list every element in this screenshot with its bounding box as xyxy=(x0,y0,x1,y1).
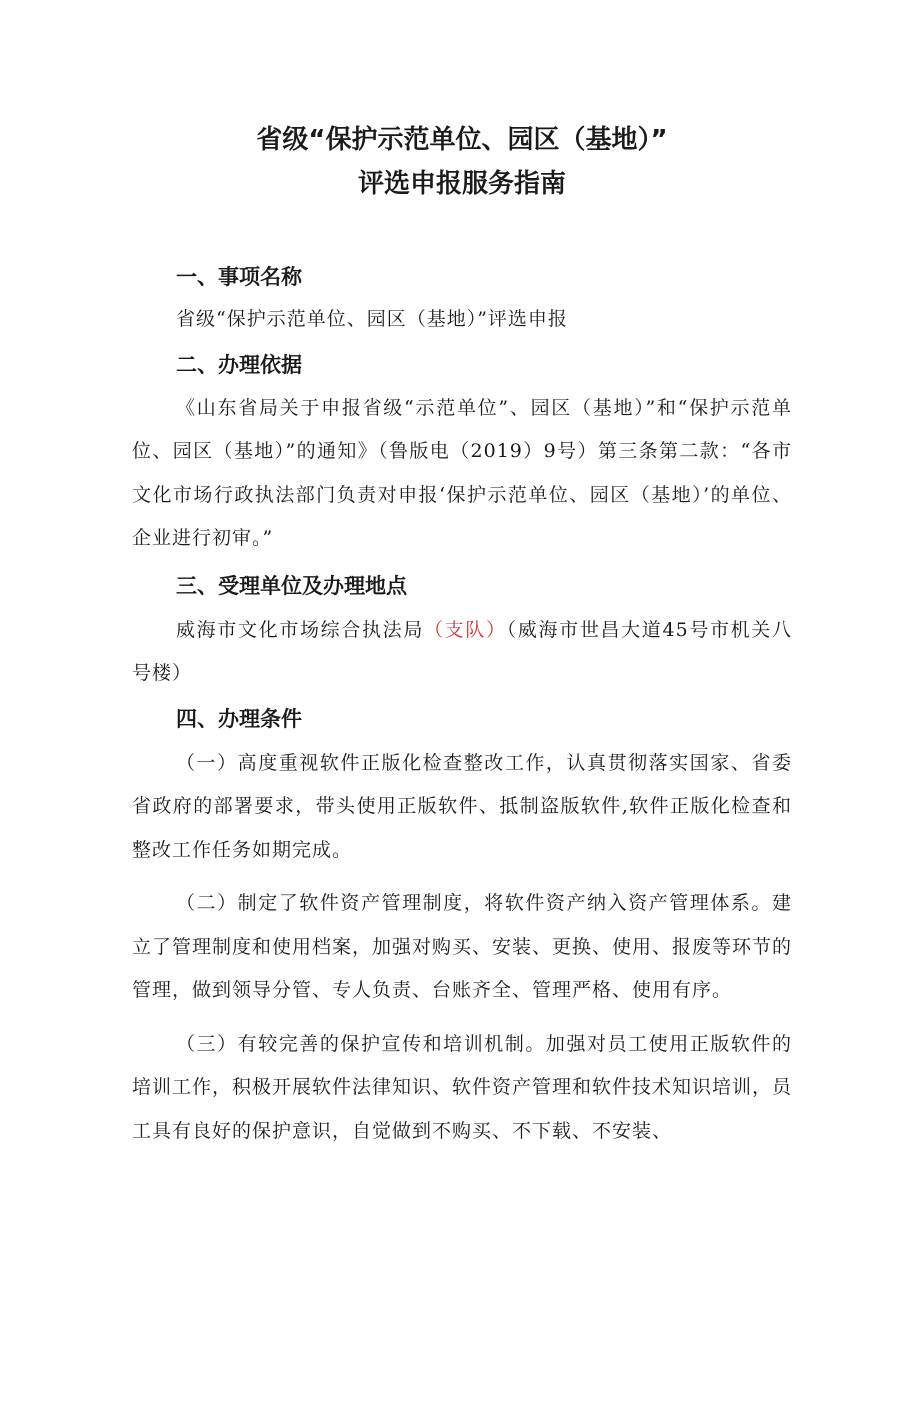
document-title-line-1: 省级“保护示范单位、园区（基地）” xyxy=(256,125,668,155)
handling-unit-red-note: （支队） xyxy=(423,618,507,641)
condition-item-2: （二）制定了软件资产管理制度，将软件资产纳入资产管理体系。建立了管理制度和使用档案，加强对购买、安装、更换、使用、报废等环节的管理，做到领导分管、专人负责、台账齐全、管理严格、使用有序。 xyxy=(132,892,793,1001)
section-text-handling-unit xyxy=(132,609,792,696)
section-heading-item-name: 一、事项名称 xyxy=(176,265,302,289)
handling-unit-name: 威海市文化市场综合执法局 xyxy=(176,618,424,641)
section-heading-conditions: 四、办理条件 xyxy=(176,706,302,731)
document-title-line-2: 评选申报服务指南 xyxy=(357,169,566,199)
section-text-legal-basis: 《山东省局关于申报省级“示范单位”、园区（基地）”和“保护示范单位、园区（基地）”的通知》（鲁版电（2019）9号）第三条第二款：“各市文化市场行政执法部门负责对申报‘保护示范单位、园区（基地）’的单位、企业进行初审。” xyxy=(132,396,792,549)
condition-item-3: （三）有较完善的保护宣传和培训机制。加强对员工使用正版软件的培训工作，积极开展软件法律知识、软件资产管理和软件技术知识培训，员工具有良好的保护意识，自觉做到不购买、不下载、不安装、 xyxy=(132,1032,793,1142)
section-heading-handling-unit: 三、受理单位及办理地点 xyxy=(176,573,407,598)
handling-unit-address: （威海市世昌大道45号市机关八号楼） xyxy=(132,618,792,684)
document-page xyxy=(0,118,920,1419)
section-heading-legal-basis: 二、办理依据 xyxy=(176,352,302,377)
condition-item-1: （一）高度重视软件正版化检查整改工作，认真贯彻落实国家、省委省政府的部署要求，带头使用正版软件、抵制盗版软件,软件正版化检查和整改工作任务如期完成。 xyxy=(132,751,792,861)
section-text-item-name: 省级“保护示范单位、园区（基地）”评选申报 xyxy=(176,308,568,330)
